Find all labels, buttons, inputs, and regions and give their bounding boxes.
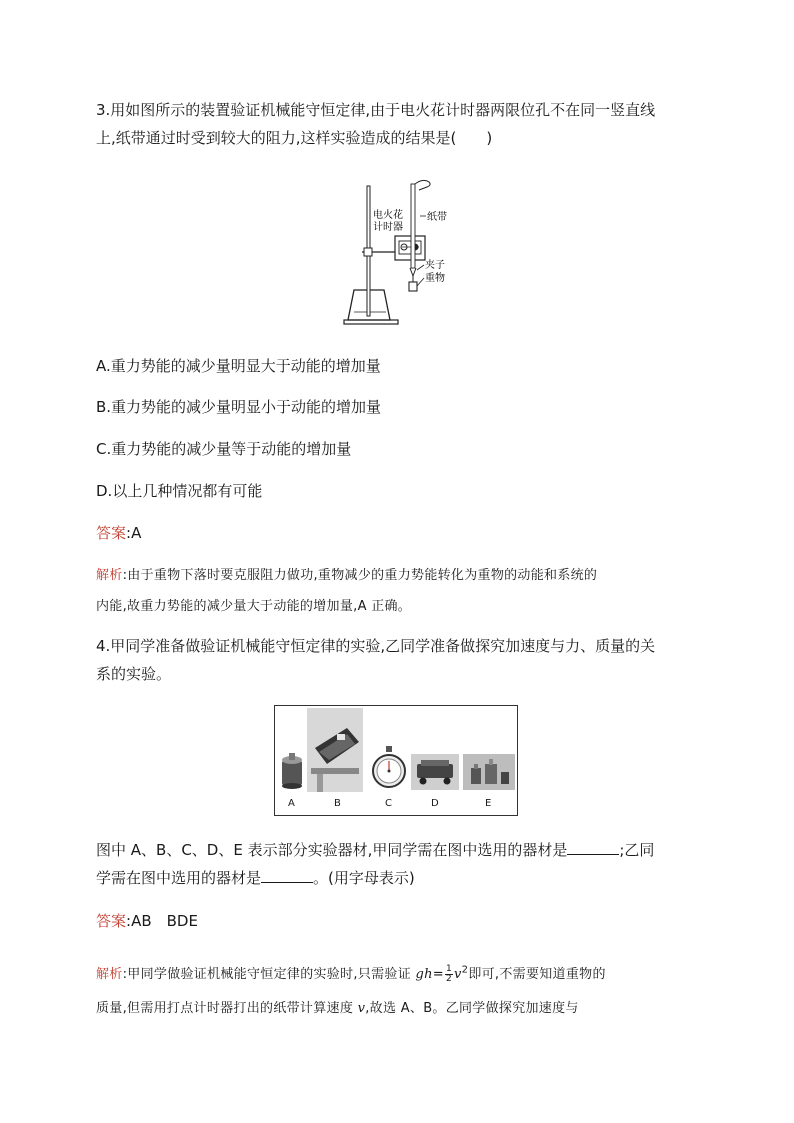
analysis-text-1b: 即可,不需要知道重物的	[468, 967, 606, 982]
q4-fill-text-2b: 。(用字母表示)	[313, 869, 415, 887]
equipment-label-a: A	[288, 798, 295, 809]
q3-answer	[96, 519, 696, 547]
formula-fraction	[445, 965, 453, 984]
apparatus-drawing	[340, 172, 460, 328]
q3-option-c: C.重力势能的减少量等于动能的增加量	[96, 440, 352, 458]
q3-stem-line2: 上,纸带通过时受到较大的阻力,这样实验造成的结果是( )	[96, 129, 493, 147]
equipment-c-stopwatch-image	[371, 746, 407, 792]
equipment-e-weights-image	[463, 754, 515, 790]
q4-analysis	[96, 958, 696, 1026]
equipment-d-cart-image	[411, 754, 459, 790]
label-clip: 夹子	[425, 260, 445, 271]
analysis-label: 解析	[96, 967, 123, 982]
answer-value: :AB BDE	[126, 912, 198, 930]
q4-stem	[96, 632, 696, 688]
formula-denominator: 2	[445, 974, 452, 984]
label-tape: 纸带	[427, 212, 447, 223]
equipment-a-weight-image	[279, 752, 305, 792]
answer-blank-1	[567, 840, 619, 855]
analysis-text-1a: :甲同学做验证机械能守恒定律的实验时,只需验证	[122, 967, 416, 982]
q4-fill-text-1a: 图中 A、B、C、D、E 表示部分实验器材,甲同学需在图中选用的器材是	[96, 841, 568, 859]
equipment-figure	[274, 705, 518, 816]
q3-option-b: B.重力势能的减少量明显小于动能的增加量	[96, 398, 382, 416]
equipment-label-c: C	[385, 798, 392, 809]
analysis-text-1: :由于重物下落时要克服阻力做功,重物减少的重力势能转化为重物的动能和系统的	[122, 568, 598, 583]
label-timer-line2: 计时器	[373, 222, 403, 233]
analysis-text-2: 内能,故重力势能的减少量大于动能的增加量,A 正确。	[96, 599, 412, 614]
analysis-label: 解析	[96, 568, 123, 583]
q3-analysis	[96, 560, 696, 622]
formula-exponent: 2	[461, 964, 469, 976]
q4-stem-line1: 4.甲同学准备做验证机械能守恒定律的实验,乙同学准备做探究加速度与力、质量的关	[96, 637, 656, 655]
velocity-symbol: v	[357, 1001, 366, 1016]
q3-stem	[96, 96, 696, 152]
formula-gh: gh	[415, 967, 433, 982]
answer-label: 答案	[96, 524, 127, 542]
formula-equals: =	[432, 967, 444, 982]
q4-fill-text-2a: 学需在图中选用的器材是	[96, 869, 262, 887]
answer-label: 答案	[96, 912, 127, 930]
q3-option-d: D.以上几种情况都有可能	[96, 482, 263, 500]
equipment-label-d: D	[431, 798, 439, 809]
formula-numerator: 1	[445, 964, 452, 974]
label-timer-line1: 电火花	[373, 210, 403, 221]
formula-v: v	[454, 967, 462, 982]
label-weight: 重物	[425, 273, 445, 284]
answer-value: :A	[126, 524, 142, 542]
equipment-label-e: E	[485, 798, 492, 809]
answer-blank-2	[261, 868, 313, 883]
equipment-b-timer-image	[307, 708, 363, 792]
q4-fill-text-1b: ;乙同	[619, 841, 655, 859]
apparatus-figure	[340, 172, 460, 328]
q3-stem-line1: 3.用如图所示的装置验证机械能守恒定律,由于电火花计时器两限位孔不在同一竖直线	[96, 101, 656, 119]
analysis-text-2a: 质量,但需用打点计时器打出的纸带计算速度	[96, 1001, 358, 1016]
q4-fill	[96, 836, 696, 892]
equipment-label-b: B	[334, 798, 341, 809]
analysis-text-2b: ,故选 A、B。乙同学做探究加速度与	[365, 1001, 579, 1016]
q4-answer	[96, 907, 696, 935]
q3-option-a: A.重力势能的减少量明显大于动能的增加量	[96, 357, 381, 375]
q4-stem-line2: 系的实验。	[96, 665, 172, 683]
